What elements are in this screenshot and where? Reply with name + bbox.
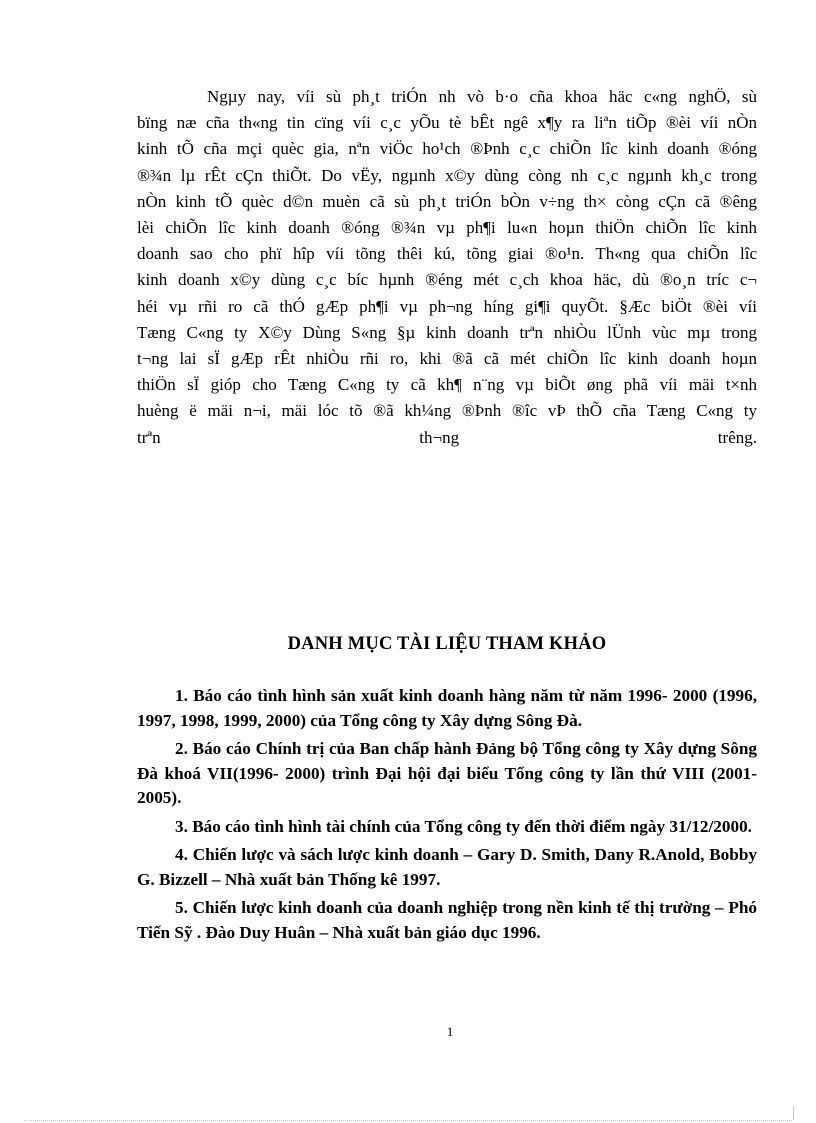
references-list xyxy=(137,684,757,949)
intro-line: thiÖn sÏ gióp cho Tæng C«ng ty cã kh¶ n¨ng vµ biÕt øng phã víi mäi t×nh xyxy=(137,375,757,395)
reference-item: 2. Báo cáo Chính trị của Ban chấp hành Đảng bộ Tổng công ty Xây dựng Sông Đà khoá VII(1996- 2000) trình Đại hội đại biểu Tổng công ty lần thứ VIII (2001- 2005). xyxy=(137,739,757,807)
reference-item: 3. Báo cáo tình hình tài chính của Tổng công ty đến thời điểm ngày 31/12/2000. xyxy=(175,816,752,836)
reference-item: 4. Chiến lược và sách lược kinh doanh – Gary D. Smith, Dany R.Anold, Bobby G. Bizzell – Nhà xuất bản Thống kê 1997. xyxy=(137,845,757,889)
intro-line: héi vµ rñi ro cã thÓ gÆp ph¶i vµ ph¬ng híng gi¶i quyÕt. §Æc biÖt ®èi víi xyxy=(137,296,757,316)
page-bottom-rule xyxy=(24,1120,792,1121)
references-heading: DANH MỤC TÀI LIỆU THAM KHẢO xyxy=(287,634,607,654)
intro-line: t¬ng lai sÏ gÆp rÊt nhiÒu rñi ro, khi ®ã cã mét chiÕn lîc kinh doanh hoµn xyxy=(137,349,757,369)
page-corner-mark xyxy=(793,1106,794,1120)
page-number: 1 xyxy=(446,1024,454,1039)
intro-line: ®¾n lµ rÊt cÇn thiÕt. Do vËy, ngµnh x©y dùng còng nh c¸c ngµnh kh¸c trong xyxy=(137,165,757,185)
intro-paragraph xyxy=(137,84,757,451)
intro-line: kinh doanh x©y dùng c¸c bíc hµnh ®éng mét c¸ch khoa häc, dù ®o¸n tríc c¬ xyxy=(137,270,757,290)
intro-line: trªn th¬ng trêng. xyxy=(137,427,757,447)
reference-item: 1. Báo cáo tình hình sản xuất kinh doanh hàng năm từ năm 1996- 2000 (1996, 1997, 1998, 1999, 2000) của Tổng công ty Xây dựng Sông Đà. xyxy=(137,686,757,730)
reference-item: 5. Chiến lược kinh doanh của doanh nghiệp trong nền kinh tế thị trường – Phó Tiến Sỹ . Đào Duy Huân – Nhà xuất bản giáo dục 1996. xyxy=(137,898,757,942)
intro-line: doanh sao cho phï hîp víi tõng thêi kú, tõng giai ®o¹n. Th«ng qua chiÕn lîc xyxy=(137,244,757,264)
intro-line: huèng ë mäi n¬i, mäi lóc tõ ®ã kh¼ng ®Þnh ®îc vÞ thÕ cña Tæng C«ng ty xyxy=(137,401,757,421)
intro-line: kinh tÕ cña mçi quèc gia, nªn viÖc ho¹ch ®Þnh c¸c chiÕn lîc kinh doanh ®óng xyxy=(137,139,757,159)
intro-line: Ngµy nay, víi sù ph¸t triÓn nh vò b·o cña khoa häc c«ng nghÖ, sù xyxy=(207,87,757,106)
intro-line: lèi chiÕn lîc kinh doanh ®óng ®¾n vµ ph¶i lu«n hoµn thiÖn chiÕn lîc kinh xyxy=(137,218,757,238)
intro-line: bïng næ cña th«ng tin cïng víi c¸c yÕu tè bÊt ngê x¶y ra liªn tiÕp ®èi víi nÒn xyxy=(137,113,757,133)
intro-line: Tæng C«ng ty X©y Dùng S«ng §µ kinh doanh trªn nhiÒu lÜnh vùc mµ trong xyxy=(137,322,757,342)
intro-line: nÒn kinh tÕ quèc d©n muèn cã sù ph¸t triÓn bÒn v÷ng th× còng cÇn cã ®êng xyxy=(137,191,757,211)
